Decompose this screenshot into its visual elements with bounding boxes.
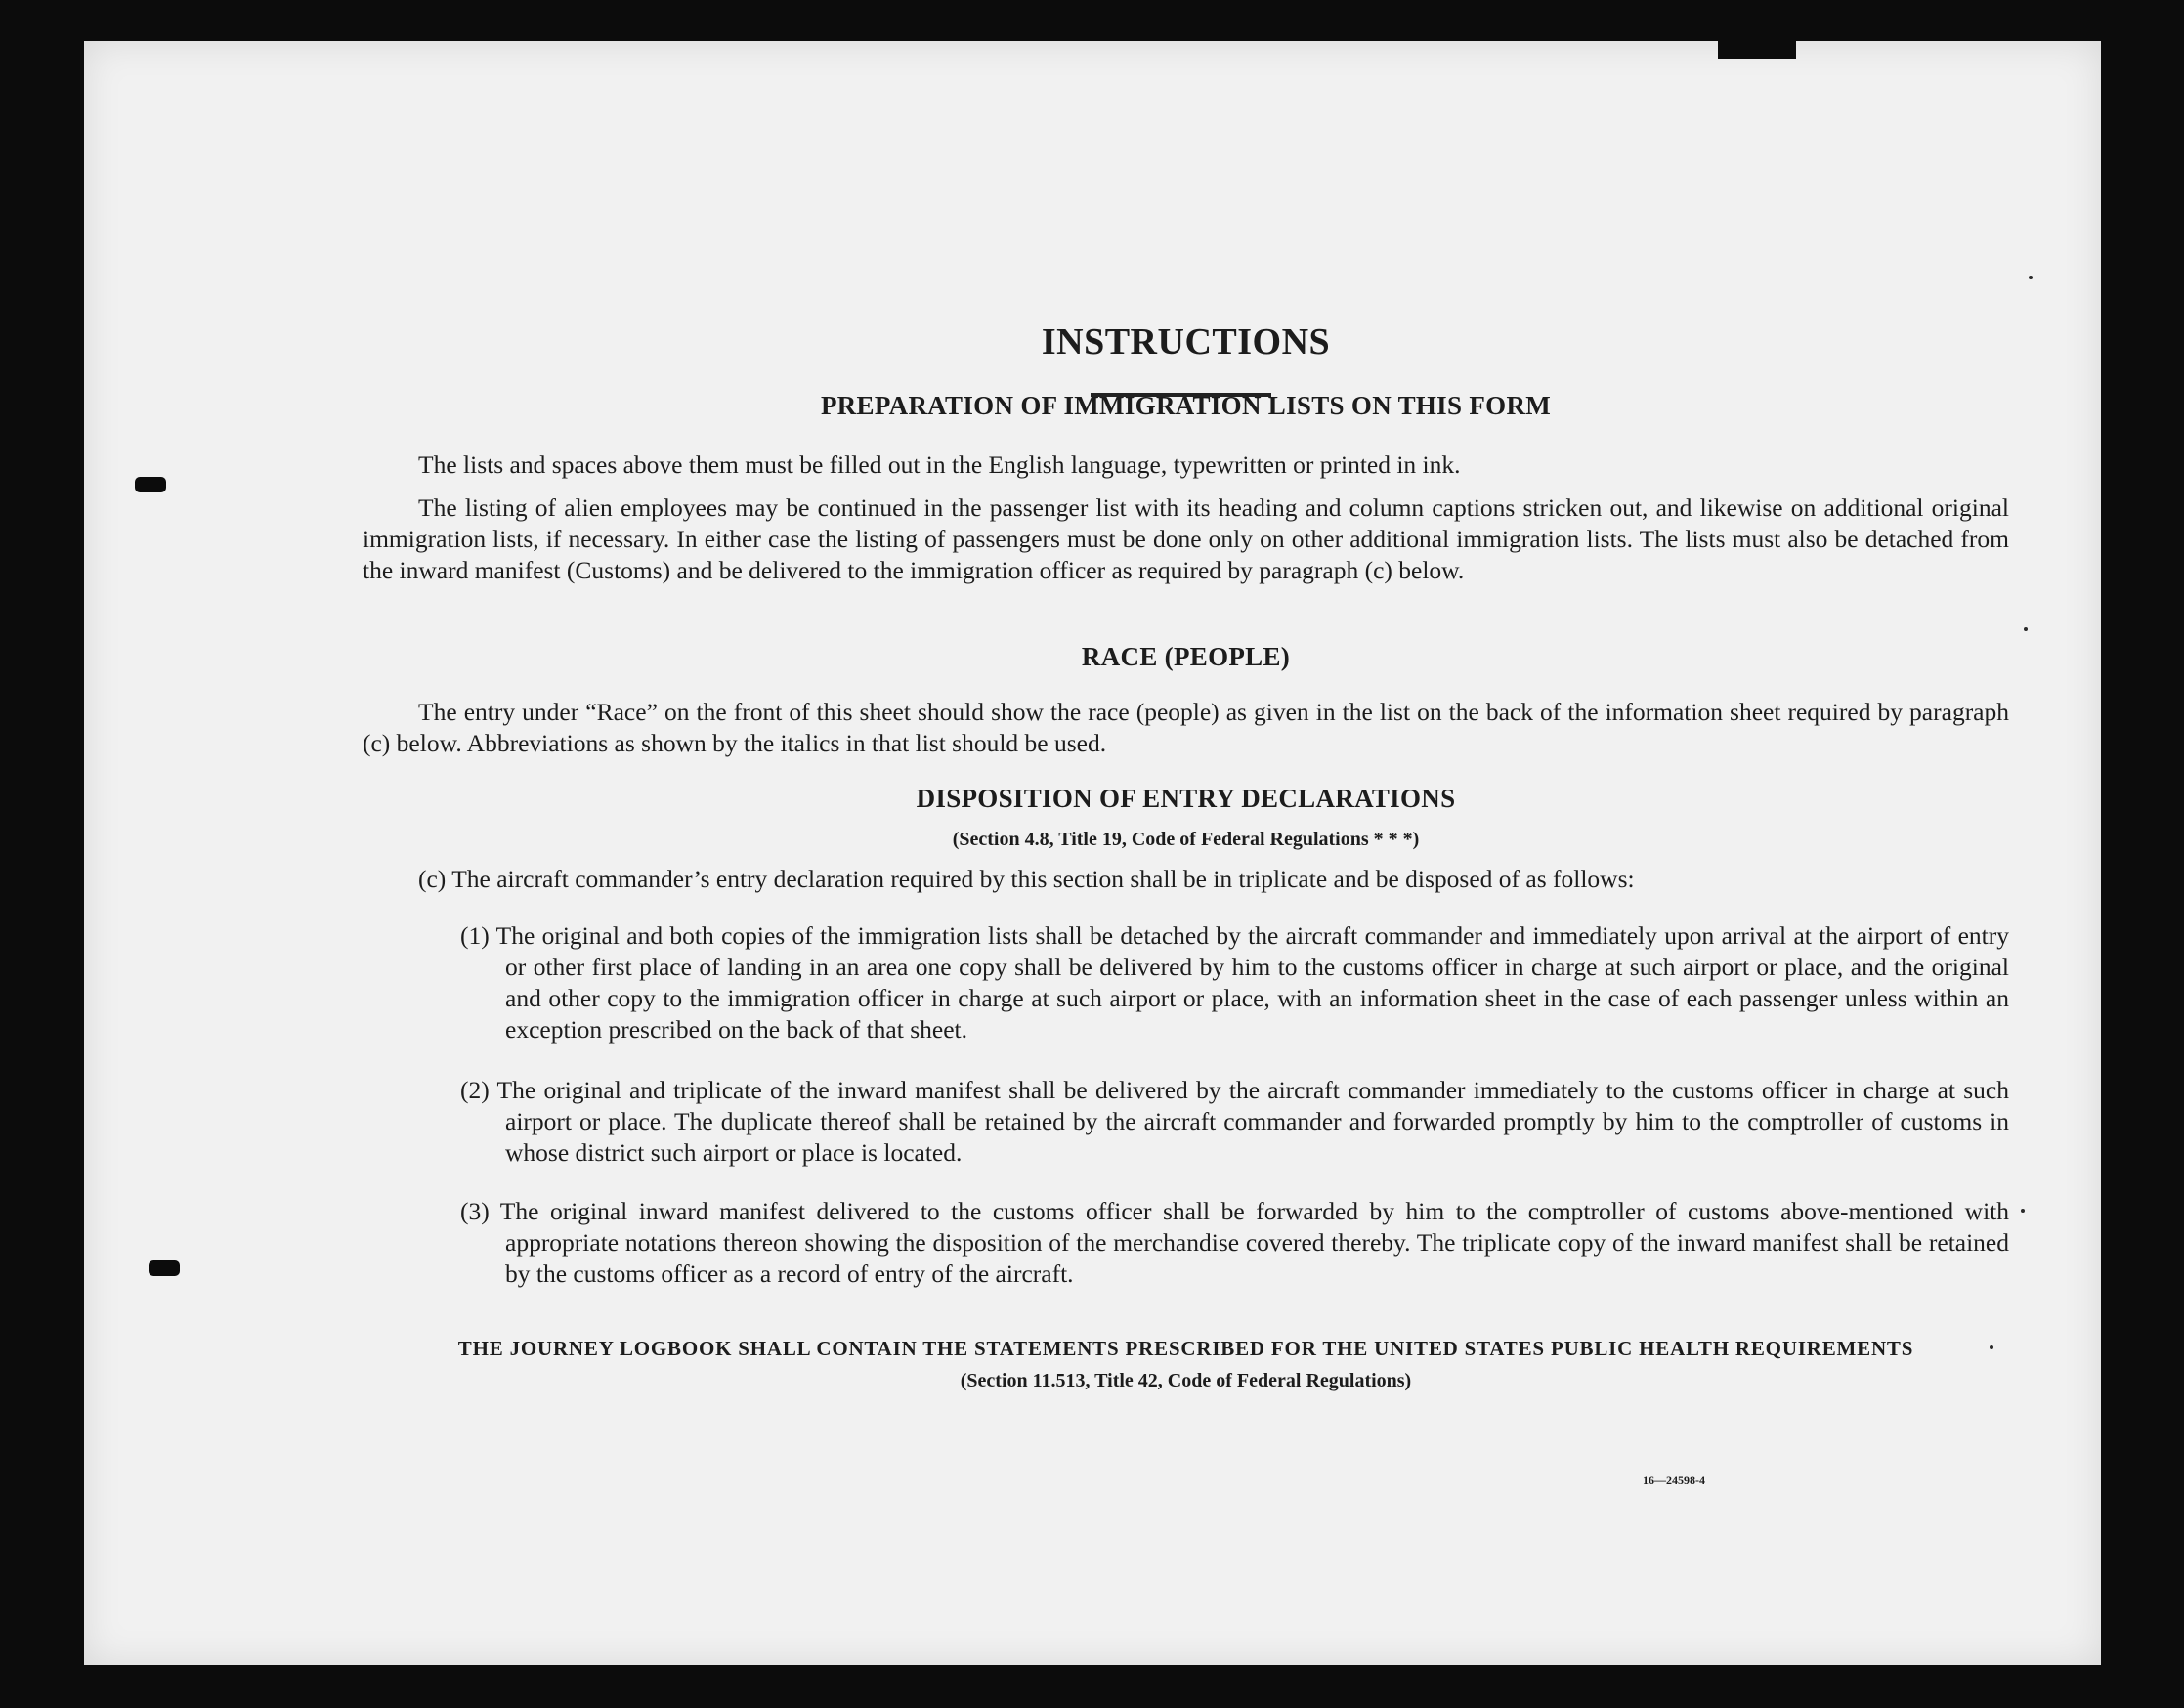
speck — [2029, 276, 2033, 279]
disposition-item-3: (3) The original inward manifest delivered to the customs officer shall be forwarded by him to the comptroller of customs above-mentioned with appropriate notations thereon showing the disposition of the merchandise covered thereby. The triplicate copy of the inward manifest shall be retained by the customs officer as a record of entry of the aircraft. — [460, 1197, 2009, 1288]
form-number: 16—24598-4 — [1643, 1473, 1705, 1487]
page-title: INSTRUCTIONS — [1041, 321, 1331, 363]
race-paragraph: The entry under “Race” on the front of this sheet should show the race (people) as given in the list on the back of the information sheet required by paragraph (c) below. Abbreviations as shown by the italics in that list should be used. — [363, 698, 2009, 757]
disposition-citation: (Section 4.8, Title 19, Code of Federal Regulations * * *) — [952, 829, 1420, 850]
health-requirements-citation: (Section 11.513, Title 42, Code of Federal Regulations) — [960, 1370, 1412, 1391]
prep-paragraph-2: The listing of alien employees may be continued in the passenger list with its heading and column captions stricken out, and likewise on additional original immigration lists, if necessary. In either case the listing of passengers must be done only on other additional immigration lists. The lists must also be detached from the inward manifest (Customs) and be delivered to the immigration officer as required by paragraph (c) below. — [363, 493, 2009, 584]
disposition-item-2: (2) The original and triplicate of the inward manifest shall be delivered by the aircraft commander immediately to the customs officer in charge at such airport or place. The duplicate thereof shall be retained by the aircraft commander and forwarded promptly by him to the comptroller of customs in whose district such airport or place is located. — [460, 1076, 2009, 1167]
punch-mark-left-2 — [149, 1260, 180, 1276]
prep-paragraph-1: The lists and spaces above them must be filled out in the English language, typewritten or printed in ink. — [418, 450, 1461, 479]
disposition-item-1: (1) The original and both copies of the immigration lists shall be detached by the aircraft commander and immediately upon arrival at the airport of entry or other first place of landing in an area one copy shall be delivered by him to the customs officer in charge at such airport or place, and the original and other copy to the immigration officer in charge at such airport or place, with an information sheet in the case of each passenger unless within an exception prescribed on the back of that sheet. — [460, 921, 2009, 1044]
health-requirements-statement: THE JOURNEY LOGBOOK SHALL CONTAIN THE STATEMENTS PRESCRIBED FOR THE UNITED STATES PUBLIC HEALTH REQUIREMENTS — [457, 1337, 1914, 1360]
race-heading: RACE (PEOPLE) — [1081, 642, 1291, 671]
speck — [2021, 1209, 2025, 1213]
punch-mark-top — [1718, 41, 1796, 59]
prep-heading: PREPARATION OF IMMIGRATION LISTS ON THIS FORM — [820, 391, 1552, 420]
document-sheet — [84, 41, 2101, 1665]
disposition-intro: (c) The aircraft commander’s entry declaration required by this section shall be in triplicate and be disposed of as follows: — [418, 865, 1635, 893]
speck — [2024, 627, 2028, 631]
disposition-heading: DISPOSITION OF ENTRY DECLARATIONS — [916, 784, 1456, 813]
punch-mark-left-1 — [135, 477, 166, 492]
